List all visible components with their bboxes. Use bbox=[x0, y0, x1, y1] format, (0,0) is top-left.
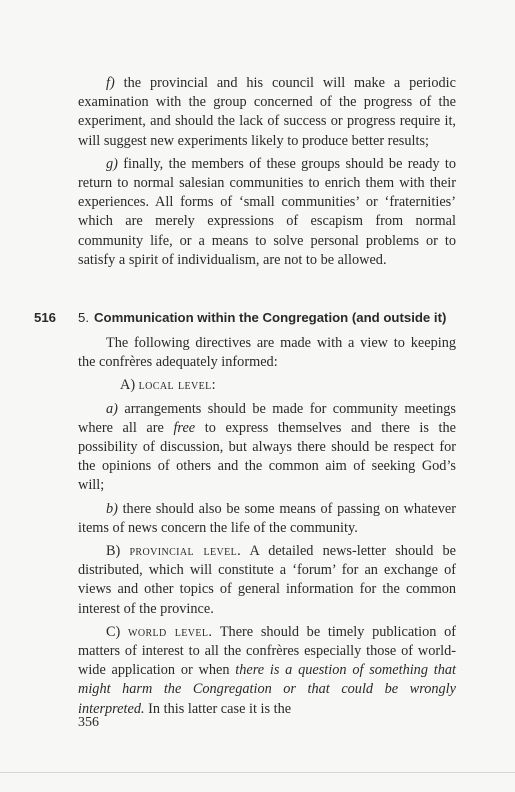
level-a-letter: A) bbox=[120, 377, 136, 394]
level-a-heading bbox=[78, 376, 456, 395]
paragraph-a bbox=[78, 400, 456, 496]
bottom-edge-rule bbox=[0, 772, 515, 773]
level-a-title: local level: bbox=[138, 377, 217, 394]
item-label-b: b) bbox=[106, 500, 118, 517]
top-paragraphs bbox=[78, 74, 456, 270]
section-title bbox=[78, 310, 446, 325]
emphasis-free: free bbox=[173, 419, 196, 436]
paragraph-f-text: the provincial and his council will make a periodic examination with the group concerned of the progress of the experiment, and should the lack of success or progress require it, will suggest new experiments likely to produce better results; bbox=[78, 75, 456, 149]
item-label-a: a) bbox=[106, 400, 118, 417]
level-b-paragraph bbox=[78, 542, 456, 619]
level-c-title: world level. bbox=[128, 623, 213, 640]
level-c-italic: there is a question of something that might harm the Congregation or that could be wrongly interpreted. bbox=[78, 662, 456, 717]
paragraph-b-text: there should also be some means of passing on whatever items of news concern the life of the community. bbox=[78, 500, 456, 536]
item-label-g: g) bbox=[106, 155, 118, 172]
paragraph-a-text-1: arrangements should be made for community meetings where all are bbox=[78, 400, 456, 436]
level-b-title: provincial level. bbox=[129, 543, 242, 560]
item-label-f: f) bbox=[106, 75, 115, 91]
page-number: 356 bbox=[78, 715, 99, 730]
paragraph-g-text: finally, the members of these groups should be ready to return to normal salesian communities to enrich them with their experiences. All forms of ‘small communities’ or ‘fraternities’ which are merely expressions of escapism from normal community life, or a means to solve personal problems or to satisfy a spirit of individualism, are not to be allowed. bbox=[78, 155, 456, 268]
level-c-paragraph bbox=[78, 623, 456, 719]
level-b-text: A detailed news-letter should be distributed, which will constitute a ‘forum’ for an exchange of views and other topics of general information for the common interest of the province. bbox=[78, 543, 456, 617]
intro-paragraph: The following directives are made with a view to keeping the confrères adequately informed: bbox=[78, 335, 456, 371]
section-index: 5. bbox=[78, 310, 89, 325]
section-heading bbox=[0, 310, 515, 330]
paragraph-f bbox=[78, 74, 456, 151]
paragraph-a-text-2: to express themselves and there is the possibility of discussion, but always there should be respect for the opinions of others and the common aim of seeking God’s will; bbox=[78, 419, 456, 494]
paragraph-b bbox=[78, 500, 456, 538]
level-b-letter: B) bbox=[106, 543, 121, 560]
level-c-text-2: In this latter case it is the bbox=[144, 700, 292, 717]
section-number: 516 bbox=[34, 310, 57, 325]
level-c-text-1: There should be timely publication of matters of interest to all the confrères especially those of world-wide application or when bbox=[78, 623, 457, 679]
section-body bbox=[78, 334, 456, 719]
section-title-text: Communication within the Congregation (and outside it) bbox=[94, 310, 447, 325]
paragraph-g bbox=[78, 155, 456, 270]
level-c-letter: C) bbox=[106, 623, 121, 640]
